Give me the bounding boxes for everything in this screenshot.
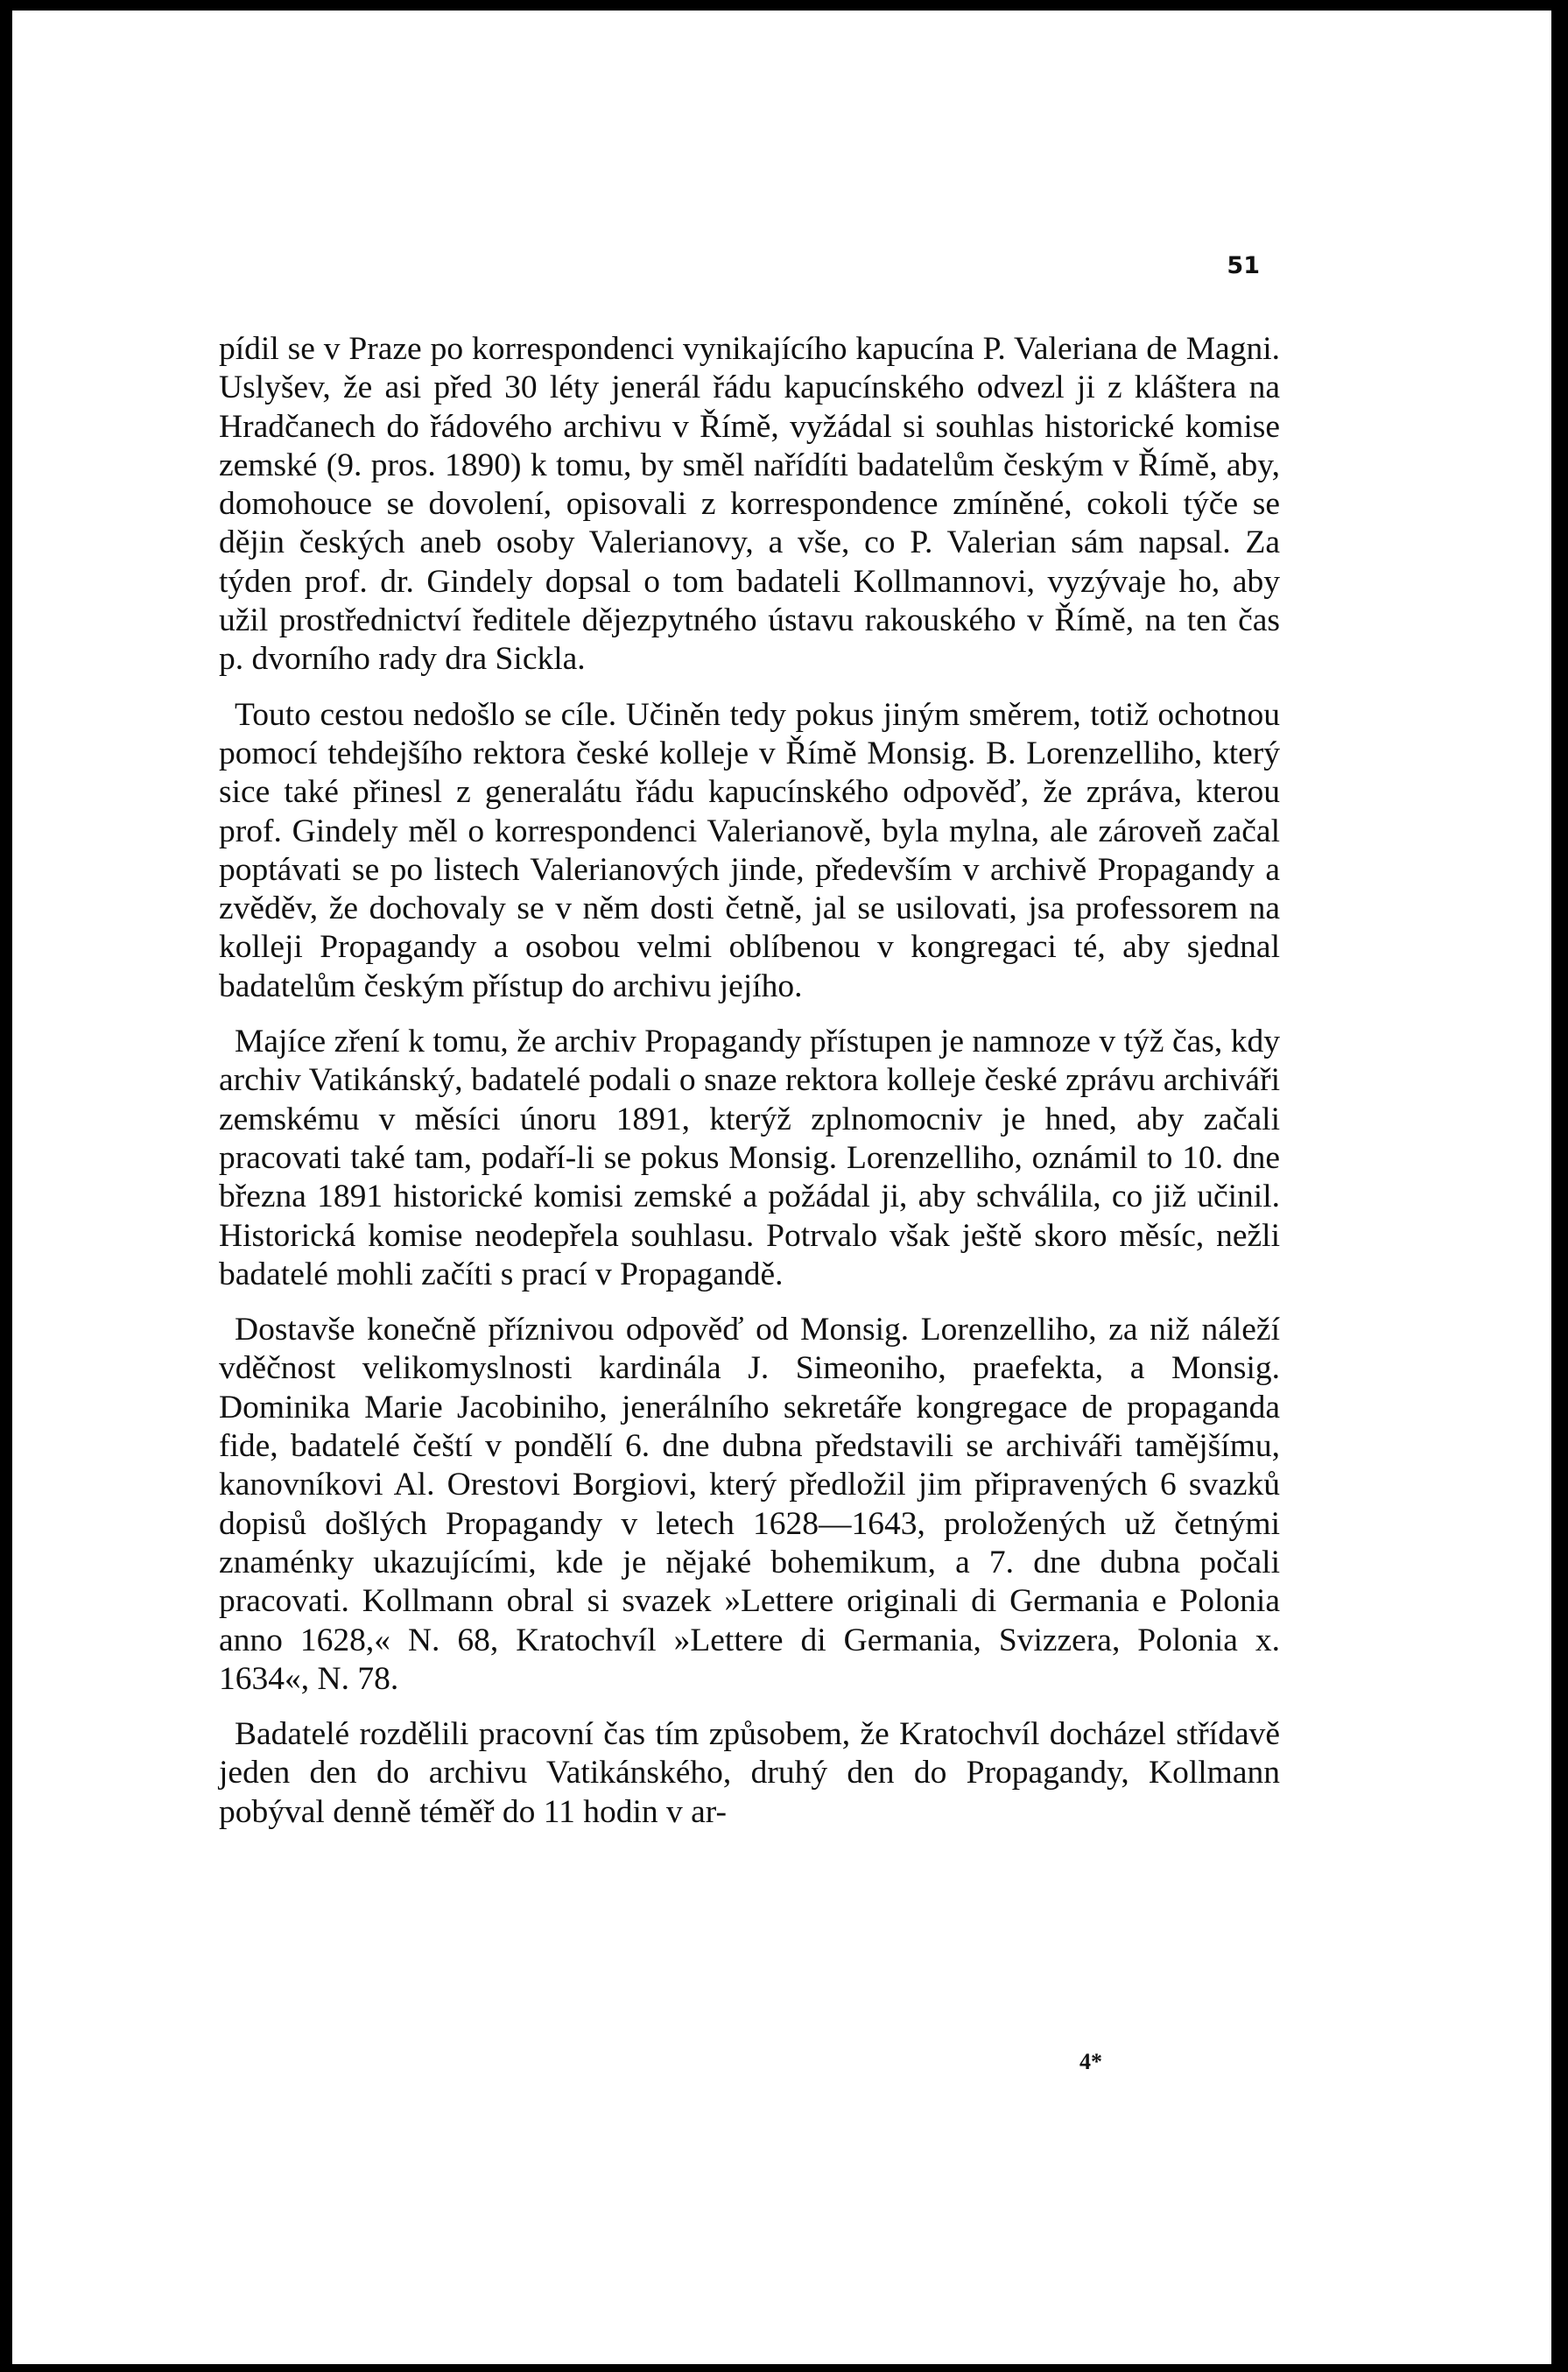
paragraph-2: Touto cestou nedošlo se cíle. Učiněn tedy pokus jiným směrem, totiž ochotnou pomocí tehdejšího rektora české kolleje v Římě Monsig. B. Lorenzelliho, který sice také přinesl z generalátu řádu kapucínského odpověď, že zpráva, kterou prof. Gindely měl o korrespondenci Valerianově, byla mylna, ale zároveň začal poptávati se po listech Valerianových jinde, především v archivě Propagandy a zvěděv, že dochovaly se v něm dosti četně, jal se usilovati, jsa professorem na kolleji Propagandy a osobou velmi oblíbenou v kongregaci té, aby sjednal badatelům českým přístup do archivu jejího. xyxy=(219,696,1280,1004)
paragraph-3: Majíce zření k tomu, že archiv Propagandy přístupen je namnoze v týž čas, kdy archiv Vatikánský, badatelé podali o snaze rektora kolleje české zprávu archiváři zemskému v měsíci únoru 1891, kterýž zplnomocniv je hned, aby začali pracovati také tam, podaří-li se pokus Monsig. Lorenzelliho, oznámil to 10. dne března 1891 historické komisi zemské a požádal ji, aby schválila, co již učinil. Historická komise neodepřela souhlasu. Potrvalo však ještě skoro měsíc, nežli badatelé mohli začíti s prací v Propagandě. xyxy=(219,1024,1280,1292)
page-number: 51 xyxy=(1227,252,1260,279)
printer-signature-mark: 4* xyxy=(1079,2049,1102,2074)
paragraph-5: Badatelé rozdělili pracovní čas tím způsobem, že Kratochvíl docházel střídavě jeden den do archivu Vatikánského, druhý den do Propagandy, Kollmann pobýval denně téměř do 11 hodin v ar- xyxy=(219,1716,1280,1830)
paragraph-1: pídil se v Praze po korrespondenci vynikajícího kapucína P. Valeriana de Magni. Uslyšev, že asi před 30 léty jenerál řádu kapucínského odvezl ji z kláštera na Hradčanech do řádového archivu v Římě, vyžádal si souhlas historické komise zemské (9. pros. 1890) k tomu, by směl nařídíti badatelům českým v Římě, aby, domohouce se dovolení, opisovali z korrespondence zmíněné, cokoli týče se dějin českých aneb osoby Valerianovy, a vše, co P. Valerian sám napsal. Za týden prof. dr. Gindely dopsal o tom badateli Kollmannovi, vyzývaje ho, aby užil prostřednictví ředitele dějezpytného ústavu rakouského v Římě, na ten čas p. dvorního rady dra Sickla. xyxy=(219,331,1280,678)
paragraph-4: Dostavše konečně příznivou odpověď od Monsig. Lorenzelliho, za niž náleží vděčnost velikomyslnosti kardinála J. Simeoniho, praefekta, a Monsig. Dominika Marie Jacobiniho, jenerálního sekretáře kongregace de propaganda fide, badatelé čeští v pondělí 6. dne dubna představili se archiváři tamějšímu, kanovníkovi Al. Orestovi Borgiovi, který předložil jim připravených 6 svazků dopisů došlých Propagandy v letech 1628—1643, proložených už četnými znaménky ukazujícími, kde je nějaké bohemikum, a 7. dne dubna počali pracovati. Kollmann obral si svazek »Lettere originali di Germania e Polonia anno 1628,« N. 68, Kratochvíl »Lettere di Germania, Svizzera, Polonia x. 1634«, N. 78. xyxy=(219,1312,1280,1697)
book-page xyxy=(12,11,1551,2364)
body-text xyxy=(219,330,1280,1832)
